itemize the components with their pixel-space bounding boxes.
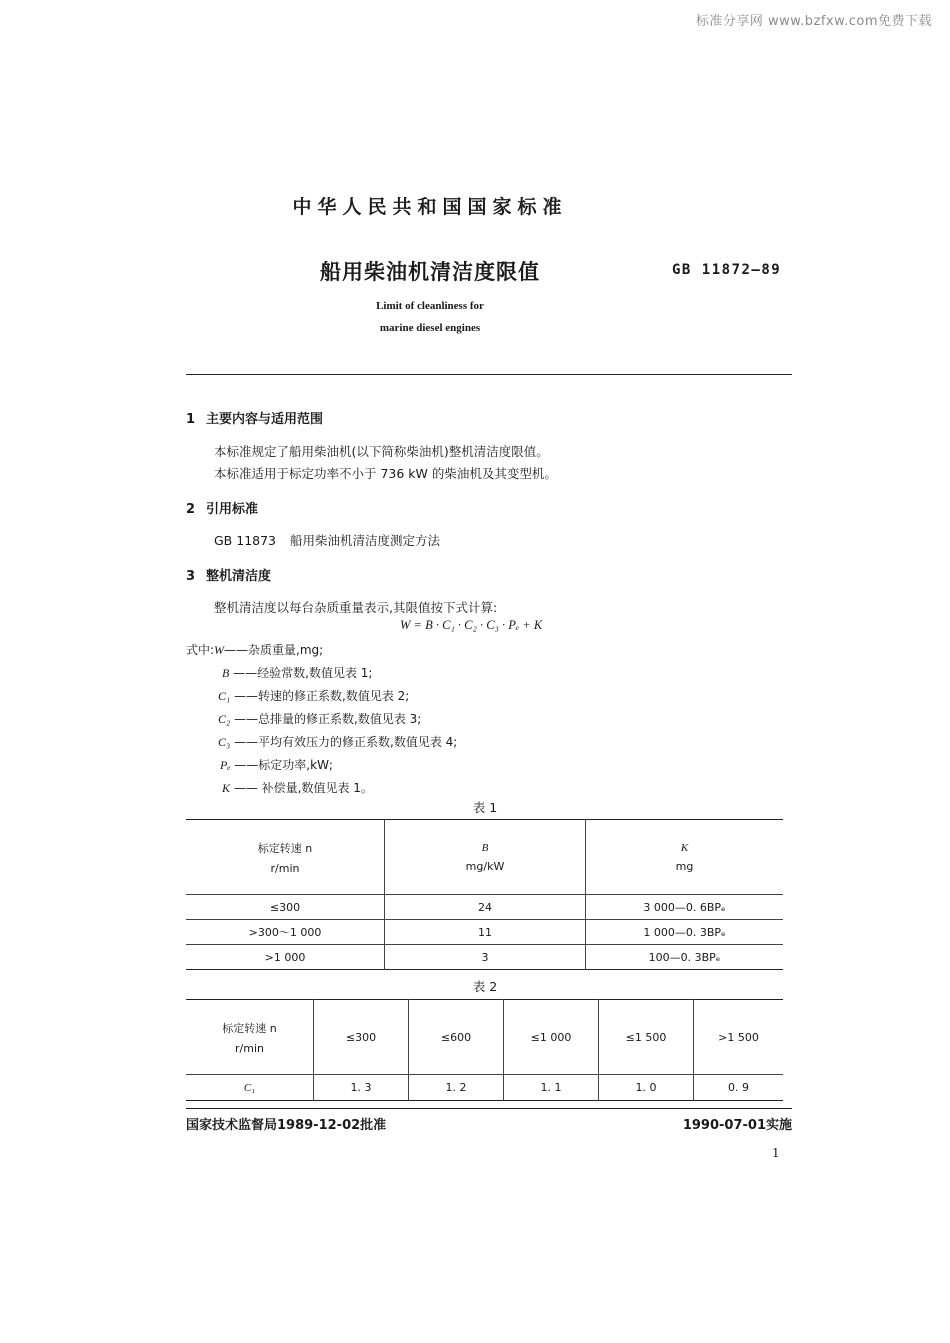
table-cell: 1. 2 — [409, 1075, 504, 1101]
header-unit: r/min — [270, 861, 300, 875]
table-cell: 3 000—0. 6BPₑ — [643, 900, 726, 914]
header-unit: r/min — [235, 1041, 264, 1055]
table-cell: 3 — [385, 945, 586, 970]
table-cell: 100—0. 3BPₑ — [648, 950, 721, 964]
section-number: 3 — [186, 569, 196, 584]
section-number: 1 — [186, 412, 196, 427]
table-1 — [186, 819, 783, 970]
table-row — [186, 920, 783, 945]
table-row — [186, 1075, 783, 1101]
def-symbol: Pₑ — [220, 758, 231, 772]
table-cell: 1 000—0. 3BPₑ — [643, 925, 726, 939]
english-title-line1: Limit of cleanliness for — [376, 300, 484, 312]
table-cell: 1. 0 — [599, 1075, 694, 1101]
table-cell: 1. 3 — [314, 1075, 409, 1101]
def-text: ——转速的修正系数,数值见表 2; — [230, 689, 410, 703]
definition-B — [222, 664, 372, 681]
header-line: B — [481, 841, 489, 854]
header-line: K — [680, 841, 689, 854]
def-text: ——平均有效压力的修正系数,数值见表 4; — [230, 735, 458, 749]
footer-rule — [186, 1108, 792, 1109]
table-cell: 0. 9 — [728, 1081, 749, 1094]
table-1-header-K — [586, 820, 784, 895]
section-1-para-1: 本标准规定了船用柴油机(以下简称柴油机)整机清洁度限值。 — [214, 444, 549, 459]
def-text: —— 补偿量,数值见表 1。 — [230, 781, 373, 795]
table-cell: 11 — [385, 920, 586, 945]
def-text: ——总排量的修正系数,数值见表 3; — [230, 712, 422, 726]
table-cell: 1. 1 — [504, 1075, 599, 1101]
section-title: 整机清洁度 — [206, 569, 272, 584]
def-symbol: K — [222, 781, 231, 795]
table-2-col-header: ≤300 — [314, 1000, 409, 1075]
section-title: 主要内容与适用范围 — [206, 412, 324, 427]
section-number: 2 — [186, 502, 196, 517]
section-3-heading — [186, 565, 271, 584]
header-line: 标定转速 n — [222, 1021, 277, 1035]
table-1-header-speed — [186, 820, 385, 895]
cleanliness-formula: W = B · C₁ · C₂ · C₃ · Pₑ + K — [400, 618, 543, 632]
table-row — [186, 945, 783, 970]
header-unit: mg — [675, 859, 694, 873]
header-unit: mg/kW — [465, 859, 505, 873]
definition-C1 — [218, 687, 409, 704]
def-symbol: C₃ — [218, 735, 231, 749]
header-line: 标定转速 n — [257, 841, 313, 855]
def-symbol: W — [214, 643, 225, 657]
page-number: 1 — [772, 1146, 780, 1160]
section-3-intro: 整机清洁度以每台杂质重量表示,其限值按下式计算: — [214, 600, 498, 615]
table-row — [186, 895, 783, 920]
table-2-row-label: C₁ — [186, 1075, 314, 1101]
section-1-para-2: 本标准适用于标定功率不小于 736 kW 的柴油机及其变型机。 — [214, 466, 557, 481]
table-2-col-header: ≤1 500 — [599, 1000, 694, 1075]
where-label: 式中: — [186, 643, 215, 657]
table-1-caption: 表 1 — [472, 800, 498, 815]
table-2-col-header: ≤1 000 — [504, 1000, 599, 1075]
def-text: ——标定功率,kW; — [230, 758, 333, 772]
definition-C2 — [218, 710, 421, 727]
section-title: 引用标准 — [206, 502, 259, 517]
table-cell: >1 000 — [186, 945, 385, 970]
table-1-header-B — [385, 820, 586, 895]
table-cell: 24 — [385, 895, 586, 920]
def-text: ——杂质重量,mg; — [224, 643, 324, 657]
def-text: ——经验常数,数值见表 1; — [229, 666, 373, 680]
def-symbol: C₂ — [218, 712, 231, 726]
table-2 — [186, 999, 783, 1101]
table-2-col-header: ≤600 — [409, 1000, 504, 1075]
section-1-heading — [186, 408, 323, 427]
table-2-header-speed — [186, 1000, 314, 1075]
table-cell: >300～1 000 — [186, 920, 385, 945]
reference-standard — [214, 531, 440, 549]
definition-C3 — [218, 733, 457, 750]
where-clause — [186, 641, 323, 658]
reference-title: 船用柴油机清洁度测定方法 — [290, 533, 441, 548]
table-2-caption: 表 2 — [472, 979, 498, 994]
effective-date: 1990-07-01实施 — [682, 1118, 792, 1133]
national-standard-title: 中华人民共和国国家标准 — [292, 196, 568, 218]
def-symbol: C₁ — [218, 689, 231, 703]
table-cell: ≤300 — [186, 895, 385, 920]
header-rule — [186, 374, 792, 375]
table-2-col-header: >1 500 — [718, 1030, 759, 1044]
reference-code: GB 11873 — [214, 533, 276, 548]
standard-number: GB 11872—89 — [672, 262, 782, 278]
english-title-line2: marine diesel engines — [379, 322, 481, 334]
definition-Pe — [220, 756, 333, 773]
document-title: 船用柴油机清洁度限值 — [320, 260, 540, 284]
approval-date: 国家技术监督局1989-12-02批准 — [186, 1118, 387, 1133]
def-symbol: B — [222, 666, 230, 680]
definition-K — [222, 779, 373, 796]
section-2-heading — [186, 498, 258, 517]
watermark: 标准分享网 www.bzfxw.com免费下载 — [695, 14, 932, 29]
